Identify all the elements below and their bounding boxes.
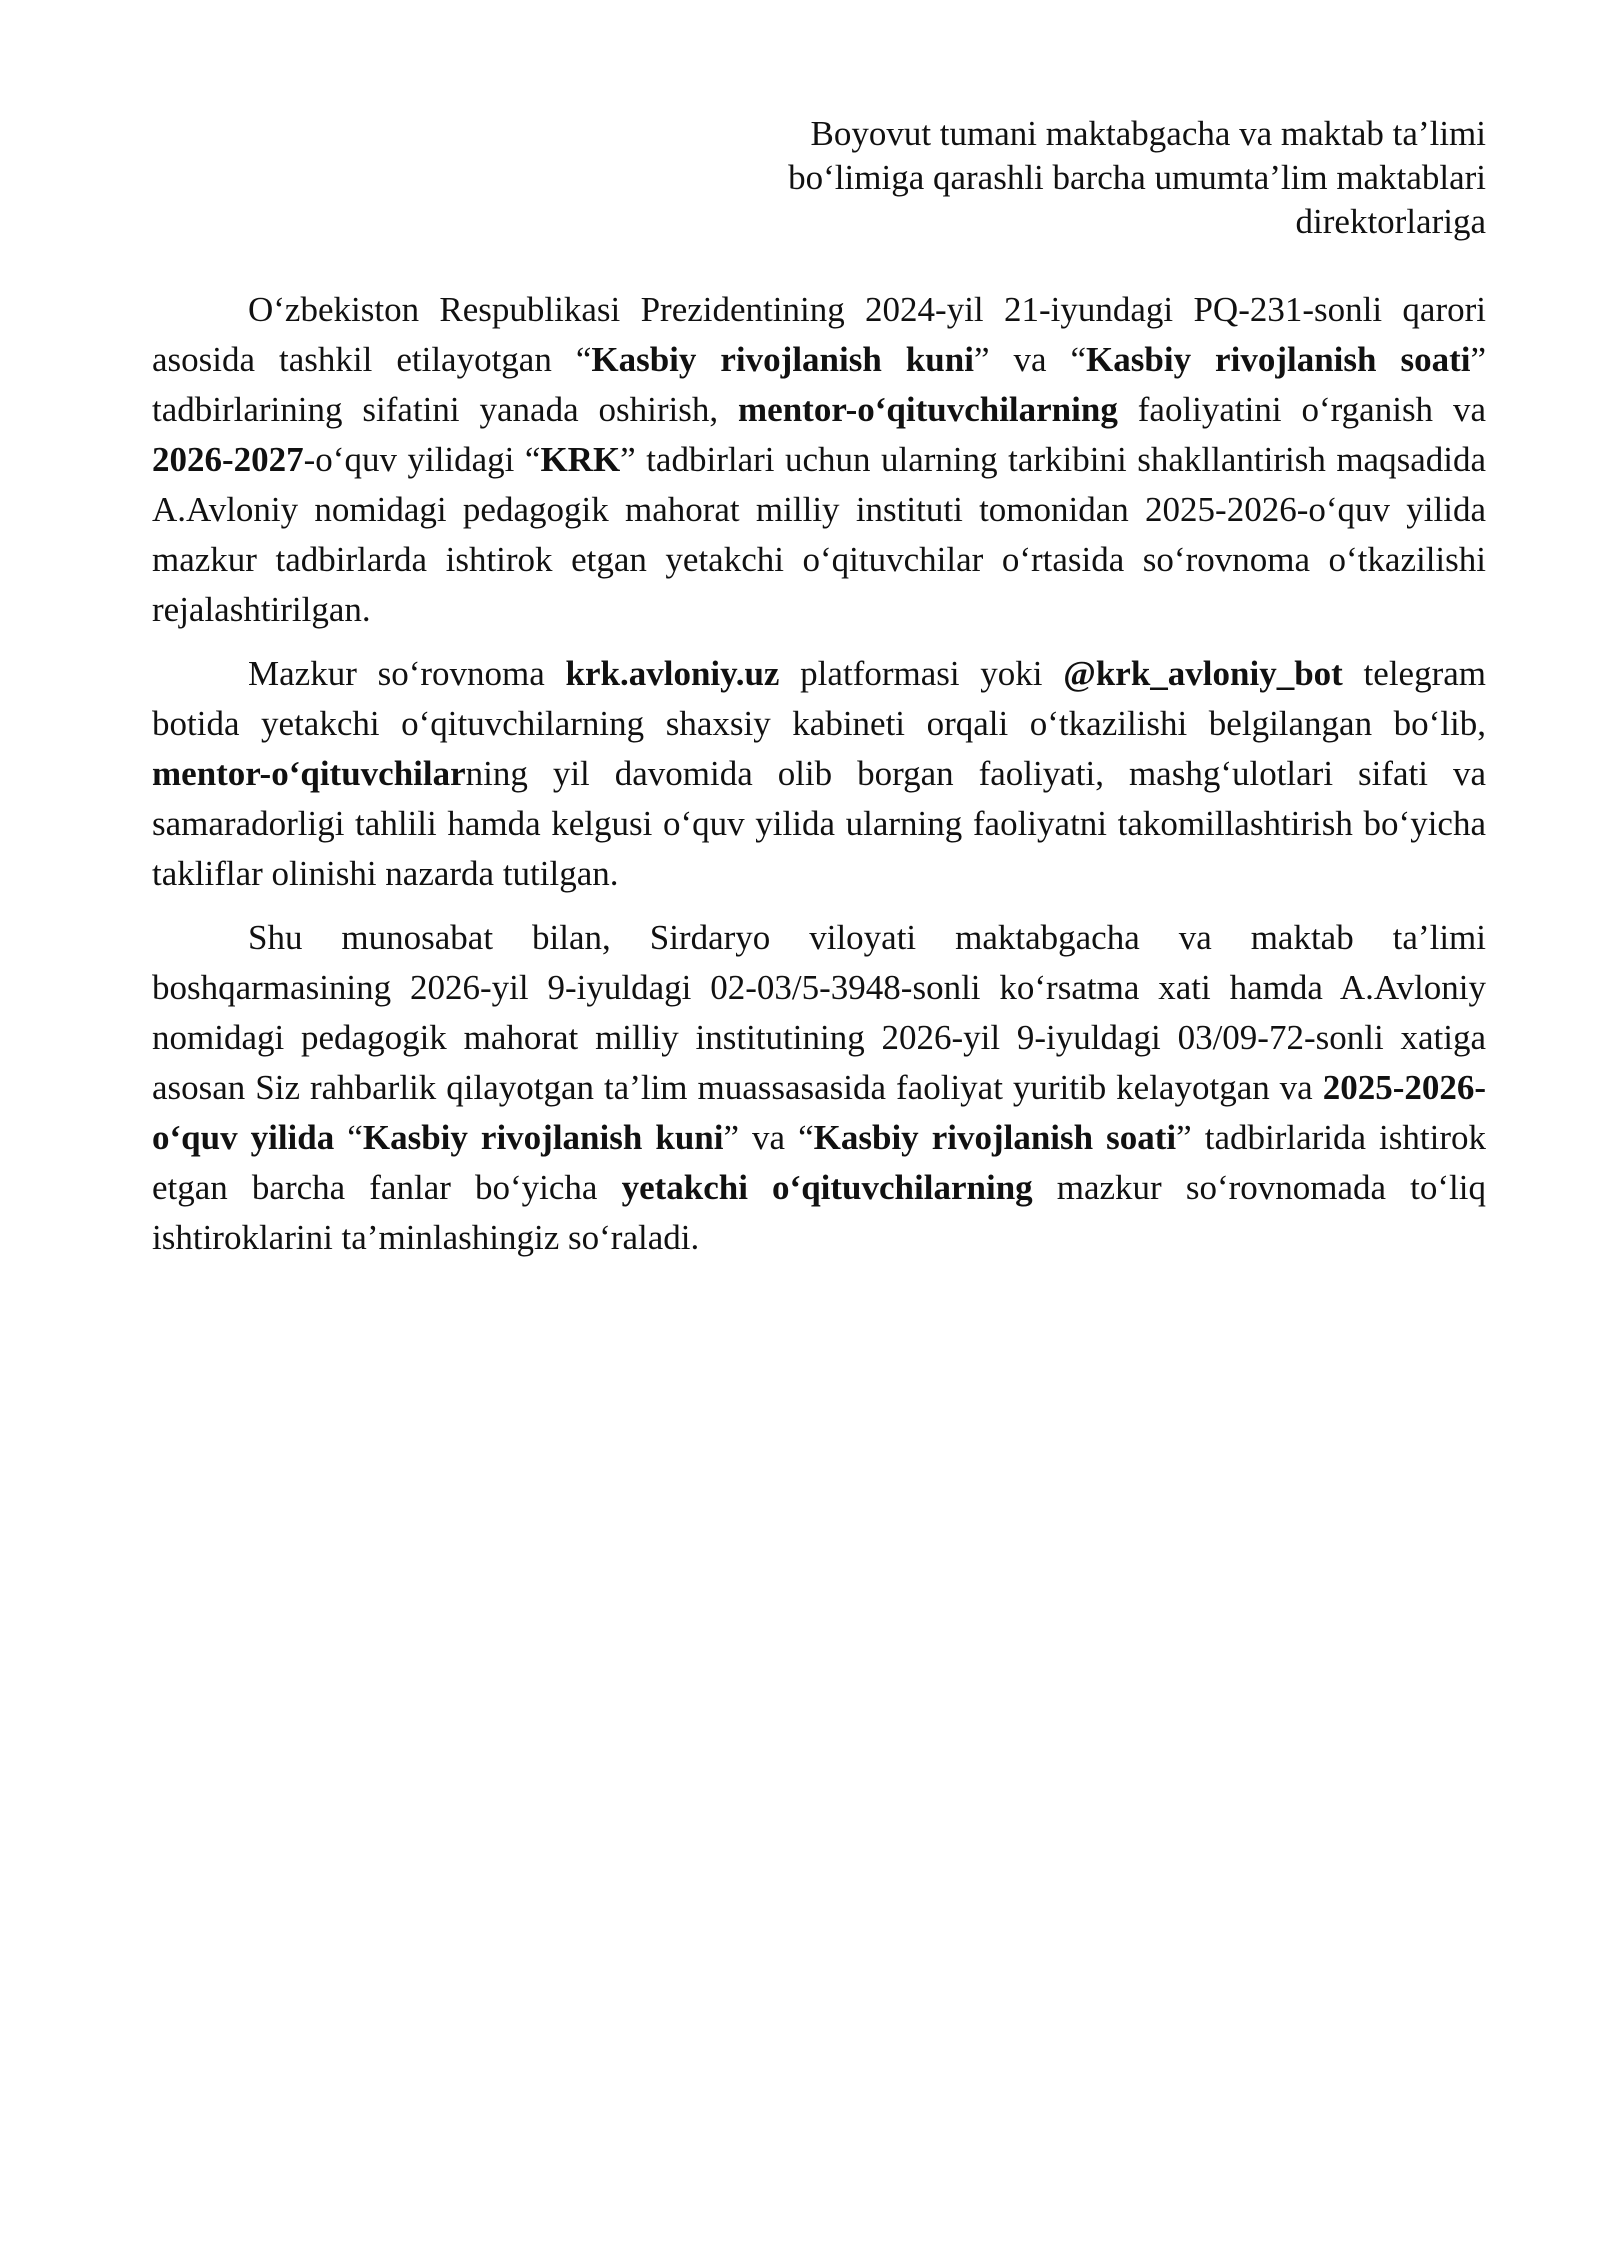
bold-text: Kasbiy rivojlanish soati — [813, 1118, 1177, 1157]
platform-link-text: krk.avloniy.uz — [565, 654, 780, 693]
text-run: ” tadbirlari uchun ularning tarkibini shakllantirish maqsadida A.Avloniy nomidagi pedagogik mahorat milliy instituti tomonidan 2025-2026-o‘quv yilida mazkur tadbirlarda ishtirok etgan yetakchi o‘qituvchilar o‘rtasida so‘rovnoma o‘tkazilishi rejalashtirilgan. — [152, 440, 1486, 629]
text-run: platformasi yoki — [779, 654, 1064, 693]
bold-text: KRK — [540, 440, 621, 479]
addressee-line: Boyovut tumani maktabgacha va maktab ta’limi — [810, 114, 1486, 153]
bold-text: mentor-o‘qituvchilarning — [738, 390, 1118, 429]
text-run: ning yil davomida olib borgan faoliyati, mashg‘ulotlari sifati va samaradorligi tahlili hamda kelgusi o‘quv yilida ularning faoliyatni takomillashtirish bo‘yicha takliflar olinishi nazarda tutilgan. — [152, 754, 1486, 893]
text-run: faoliyatini o‘rganish va — [1117, 390, 1486, 429]
text-run: O‘zbekiston Respublikasi Prezidentining 2024-yil 21-iyundagi PQ-231-sonli qarori asosida tashkil etilayotgan “ — [152, 290, 1486, 379]
telegram-bot-text: @krk_avloniy_bot — [1063, 654, 1343, 693]
bold-text: Kasbiy rivojlanish soati — [1086, 340, 1471, 379]
text-run: “ — [334, 1118, 363, 1157]
text-run: ” va “ — [973, 340, 1087, 379]
text-run: Shu munosabat bilan, Sirdaryo viloyati maktabgacha va maktab ta’limi boshqarmasining 2026-yil 9-iyuldagi 02-03/5-3948-sonli ko‘rsatma xati hamda A.Avloniy nomidagi pedagogik mahorat milliy institutining 2026-yil 9-iyuldagi 03/09-72-sonli xatiga asosan Siz rahbarlik qilayotgan ta’lim muassasasida faoliyat yuritib kelayotgan va — [152, 918, 1486, 1107]
addressee-block — [586, 112, 1486, 244]
paragraph-2 — [152, 649, 1486, 899]
bold-text: 2026-2027 — [152, 440, 304, 479]
text-run: mazkur so‘rovnomada to‘liq ishtiroklarini ta’minlashingiz so‘raladi. — [152, 1168, 1486, 1257]
paragraph-1 — [152, 285, 1486, 635]
text-run: ” tadbirlarida ishtirok etgan barcha fanlar bo‘yicha — [152, 1118, 1487, 1207]
letter-body — [152, 285, 1486, 1277]
bold-text: 2025-2026-o‘quv yilida — [152, 1068, 1486, 1157]
bold-text: yetakchi o‘qituvchilarning — [621, 1168, 1033, 1207]
paragraph-3 — [152, 913, 1486, 1263]
bold-text: Kasbiy rivojlanish kuni — [362, 1118, 724, 1157]
text-run: ” va “ — [723, 1118, 814, 1157]
addressee-line: bo‘limiga qarashli barcha umumta’lim maktablari — [788, 158, 1486, 197]
bold-text: Kasbiy rivojlanish kuni — [591, 340, 974, 379]
addressee-line: direktorlariga — [1295, 202, 1486, 241]
text-run: -o‘quv yilidagi “ — [303, 440, 541, 479]
bold-text: mentor-o‘qituvchilar — [152, 754, 466, 793]
text-run: Mazkur so‘rovnoma — [248, 654, 566, 693]
text-run: telegram botida yetakchi o‘qituvchilarning shaxsiy kabineti orqali o‘tkazilishi belgilangan bo‘lib, — [152, 654, 1486, 743]
text-run: ” tadbirlarining sifatini yanada oshirish, — [152, 340, 1487, 429]
